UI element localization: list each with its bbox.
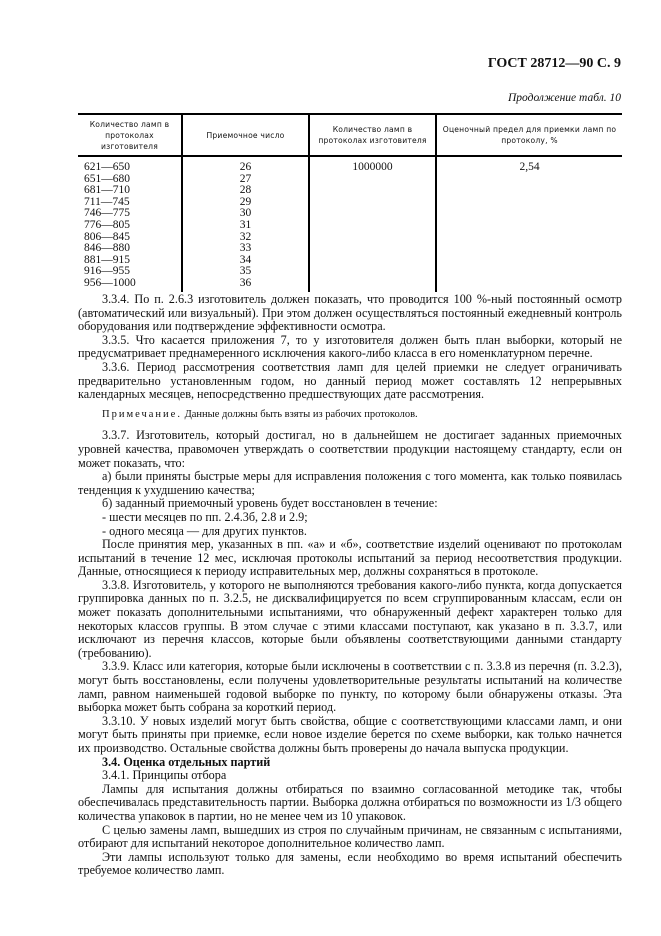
table-cell: 34 — [239, 253, 252, 266]
lamp-count-ranges — [78, 156, 182, 292]
table-cell: 27 — [239, 172, 252, 185]
table-cell: 621—650 — [84, 161, 130, 173]
paragraph: а) были приняты быстрые меры для исправления положения с того момента, как только появилась тенденция к ухудшению качества; — [78, 469, 622, 497]
table-cell: 36 — [239, 276, 252, 289]
col-header-lamp-count-2: Количество ламп в протоколах изготовителя — [309, 114, 436, 156]
paragraph: С целью замены ламп, вышедших из строя по случайным причинам, не связанным с испытаниями, отбирают для испытаний некоторое дополнительное количество ламп. — [78, 822, 622, 851]
paragraph: 3.3.4. По п. 2.6.3 изготовитель должен показать, что проводится 100 %-ный постоянный осмотр (автоматический или визуальный). При этом должен осуществляться постоянный ежедневный контроль оборудования или подтверждение эффективности осмотра. — [78, 292, 622, 334]
paragraph: 3.4.1. Принципы отбора — [102, 768, 227, 783]
table-cell: 35 — [239, 265, 252, 278]
document-body — [78, 293, 622, 878]
table-cell: 651—680 — [84, 172, 130, 185]
table-cell: 33 — [239, 242, 252, 255]
col-header-lamp-count: Количество ламп в протоколах изготовителя — [78, 114, 182, 156]
table-cell: 746—775 — [84, 207, 130, 220]
table-cell: 711—745 — [84, 195, 130, 208]
acceptance-numbers — [182, 156, 309, 292]
note-label: Примечание. — [102, 408, 182, 420]
paragraph: 3.3.6. Период рассмотрения соответствия ламп для целей приемки не следует ограничивать предварительно установленным годом, но данный период может составлять 12 непрерывных календарных месяцев, непосредственно предшествующих дате рассмотрения. — [78, 359, 622, 402]
table-cell: 28 — [239, 184, 252, 197]
limit-value: 2,54 — [436, 156, 622, 292]
table-cell: 806—845 — [84, 230, 130, 243]
col-header-limit: Оценочный предел для приемки ламп по протоколу, % — [436, 114, 622, 156]
paragraph: 3.3.5. Что касается приложения 7, то у изготовителя должен быть план выборки, который не предусматривает преднамеренного исключения какого-либо класса в его номенклатурном перечне. — [78, 332, 622, 361]
table-cell: 846—880 — [84, 242, 130, 255]
paragraph: - шести месяцев по пп. 2.4.3б, 2.8 и 2.9; — [102, 509, 308, 524]
table-cell: 916—955 — [84, 265, 130, 278]
table-cell: 681—710 — [84, 184, 130, 197]
table-cell: 956—1000 — [84, 276, 136, 289]
paragraph: 3.3.9. Класс или категория, которые были исключены в соответствии с п. 3.3.8 из перечня (п. 3.2.3), могут быть восстановлены, если получены удовлетворительные результаты испытаний на количестве ламп, равном наименьшей годовой выборке по пункту, по которому были обнаружены отказы. Эта выборка может быть собрана за короткий период. — [78, 659, 622, 715]
lamp-count-value: 1000000 — [309, 156, 436, 292]
table-continuation-label: Продолжение табл. 10 — [508, 92, 621, 104]
paragraph: Эти лампы используют только для замены, если необходимо во время испытаний обеспечить требуемое количество ламп. — [78, 849, 622, 878]
paragraph: 3.3.10. У новых изделий могут быть свойства, общие с соответствующими классами ламп, и они могут быть приняты при приемке, если новое изделие берется по схеме выборки, как только начнется их производство. Остальные свойства должны быть проверены до начала выпуска продукции. — [78, 713, 622, 755]
table-cell: 30 — [239, 207, 252, 220]
paragraph: Лампы для испытания должны отбираться по взаимно согласованной методике так, чтобы обеспечивалась представительность партии. Выборка должна отбираться по возможности из 1/3 общего количества упаковок в партии, но не менее чем из 10 упаковок. — [78, 781, 622, 823]
table-cell: 32 — [239, 230, 252, 243]
paragraph: 3.3.7. Изготовитель, который достигал, но в дальнейшем не достигает заданных приемочных уровней качества, правомочен утверждать о соответствии продукции настоящему стандарту, если он может показать, что: — [78, 428, 622, 470]
table-cell: 29 — [239, 195, 252, 208]
paragraph: 3.3.8. Изготовитель, у которого не выполняются требования какого-либо пункта, когда допускается группировка данных по п. 3.2.5, не дисквалифицируется по всем сгруппированным классам, если он может показать дополнительными испытаниями, что обнаруженный дефект характерен только для некоторых классов группы. В этом случае с этими классами поступают, как указано в п. 3.3.7, или исключают из перечня классов, которые были объявлены соответствующими данными стандарту (требованию). — [78, 577, 622, 660]
note-text: Данные должны быть взяты из рабочих протоколов. — [184, 408, 418, 420]
page-header: ГОСТ 28712—90 С. 9 — [487, 56, 621, 71]
table-cell: 881—915 — [84, 253, 130, 266]
paragraph: - одного месяца — для других пунктов. — [102, 523, 307, 538]
table-10 — [78, 113, 622, 292]
table-cell: 26 — [239, 161, 252, 173]
section-heading: 3.4. Оценка отдельных партий — [102, 754, 271, 769]
col-header-acceptance-number: Приемочное число — [182, 114, 309, 156]
table-cell: 776—805 — [84, 218, 130, 231]
paragraph: б) заданный приемочный уровень будет восстановлен в течение: — [102, 496, 438, 511]
note — [78, 408, 622, 422]
paragraph: После принятия мер, указанных в пп. «а» и «б», соответствие изделий оценивают по протоколам испытаний в течение 12 мес, исключая протоколы испытаний за период несоответствия продукции. Данные, относящиеся к периоду исправительных мер, должны сохраняться в протоколе. — [78, 537, 622, 579]
table-cell: 31 — [239, 218, 252, 231]
